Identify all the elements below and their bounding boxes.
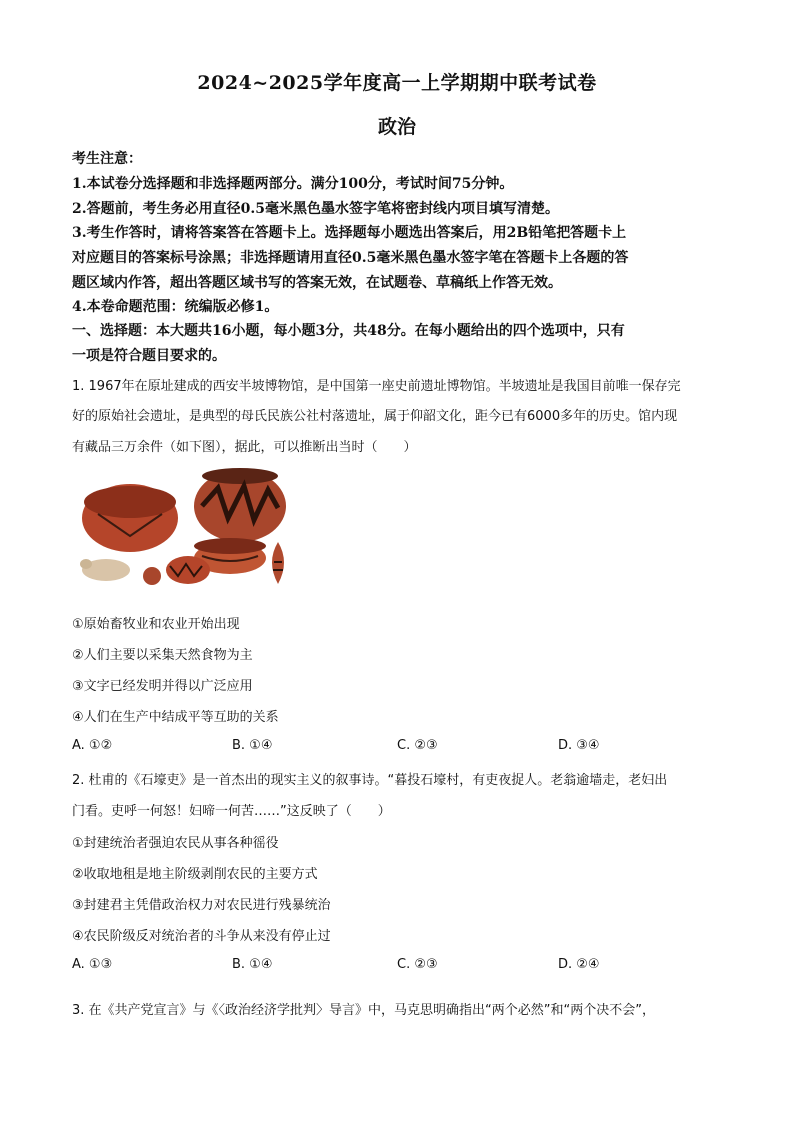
- q1-choice-c: C. ②③: [397, 738, 438, 753]
- q2-choice-c: C. ②③: [397, 957, 438, 972]
- q1-stem-line1: 1. 1967年在原址建成的西安半坡博物馆，是中国第一座史前遗址博物馆。半坡遗址是我国目前唯一保存完: [72, 379, 681, 394]
- notice-heading: 考生注意：: [72, 151, 142, 167]
- q1-stem-line2: 好的原始社会遗址，是典型的母氏民族公社村落遗址，属于仰韶文化，距今已有6000多年的历史。馆内现: [72, 409, 678, 424]
- q2-choice-b: B. ①④: [232, 957, 273, 972]
- q1-item-1: ①原始畜牧业和农业开始出现: [72, 617, 240, 632]
- q1-item-3: ③文字已经发明并得以广泛应用: [72, 679, 253, 694]
- pottery-figure: [78, 466, 296, 590]
- notice-item-3b: 对应题目的答案标号涂黑；非选择题请用直径0.5毫米黑色墨水签字笔在答题卡上各题的答: [72, 250, 629, 266]
- q2-item-3: ③封建君主凭借政治权力对农民进行残暴统治: [72, 898, 331, 913]
- q1-item-4: ④人们在生产中结成平等互助的关系: [72, 710, 279, 725]
- subject-title: 政治: [377, 116, 416, 138]
- q1-choice-b: B. ①④: [232, 738, 273, 753]
- painted-jar-mouth: [202, 468, 278, 484]
- notice-item-4: 4.本卷命题范围：统编版必修1。: [72, 299, 279, 315]
- notice-item-2: 2.答题前，考生务必用直径0.5毫米黑色墨水签字笔将密封线内项目填写清楚。: [72, 201, 559, 217]
- exam-title: 2024~2025学年度高一上学期期中联考试卷: [197, 72, 597, 94]
- notice-item-1: 1.本试卷分选择题和非选择题两部分。满分100分，考试时间75分钟。: [72, 176, 514, 192]
- q2-item-1: ①封建统治者强迫农民从事各种徭役: [72, 836, 279, 851]
- q1-choice-a: A. ①②: [72, 738, 113, 753]
- q2-stem-line2: 门看。吏呼一何怒！妇啼一何苦……”这反映了（ ）: [72, 804, 391, 819]
- tiny-pot: [143, 567, 161, 585]
- section-heading-line2: 一项是符合题目要求的。: [72, 348, 226, 364]
- gray-vessel-neck: [80, 559, 92, 569]
- q2-item-2: ②收取地租是地主阶级剥削农民的主要方式: [72, 867, 318, 882]
- large-bowl-rim: [84, 486, 176, 518]
- q2-stem-line1: 2. 杜甫的《石壕吏》是一首杰出的现实主义的叙事诗。“暮投石壕村，有吏夜捉人。老翁逾墙走，老妇出: [72, 773, 668, 788]
- q1-choice-d: D. ③④: [558, 738, 600, 753]
- notice-item-3c: 题区域内作答，超出答题区域书写的答案无效，在试题卷、草稿纸上作答无效。: [72, 275, 562, 291]
- q2-item-4: ④农民阶级反对统治者的斗争从来没有停止过: [72, 929, 331, 944]
- section-heading-line1: 一、选择题：本大题共16小题，每小题3分，共48分。在每小题给出的四个选项中，只有: [72, 323, 625, 339]
- q3-stem-line1: 3. 在《共产党宣言》与《〈政治经济学批判〉导言》中，马克思明确指出“两个必然”和“两个决不会”，: [72, 1003, 655, 1018]
- basin-rim: [194, 538, 266, 554]
- q2-choice-d: D. ②④: [558, 957, 600, 972]
- q1-stem-line3: 有藏品三万余件（如下图），据此，可以推断出当时（ ）: [72, 440, 417, 455]
- notice-item-3a: 3.考生作答时，请将答案答在答题卡上。选择题每小题选出答案后，用2B铅笔把答题卡上: [72, 225, 627, 241]
- q1-item-2: ②人们主要以采集天然食物为主: [72, 648, 253, 663]
- q2-choice-a: A. ①③: [72, 957, 113, 972]
